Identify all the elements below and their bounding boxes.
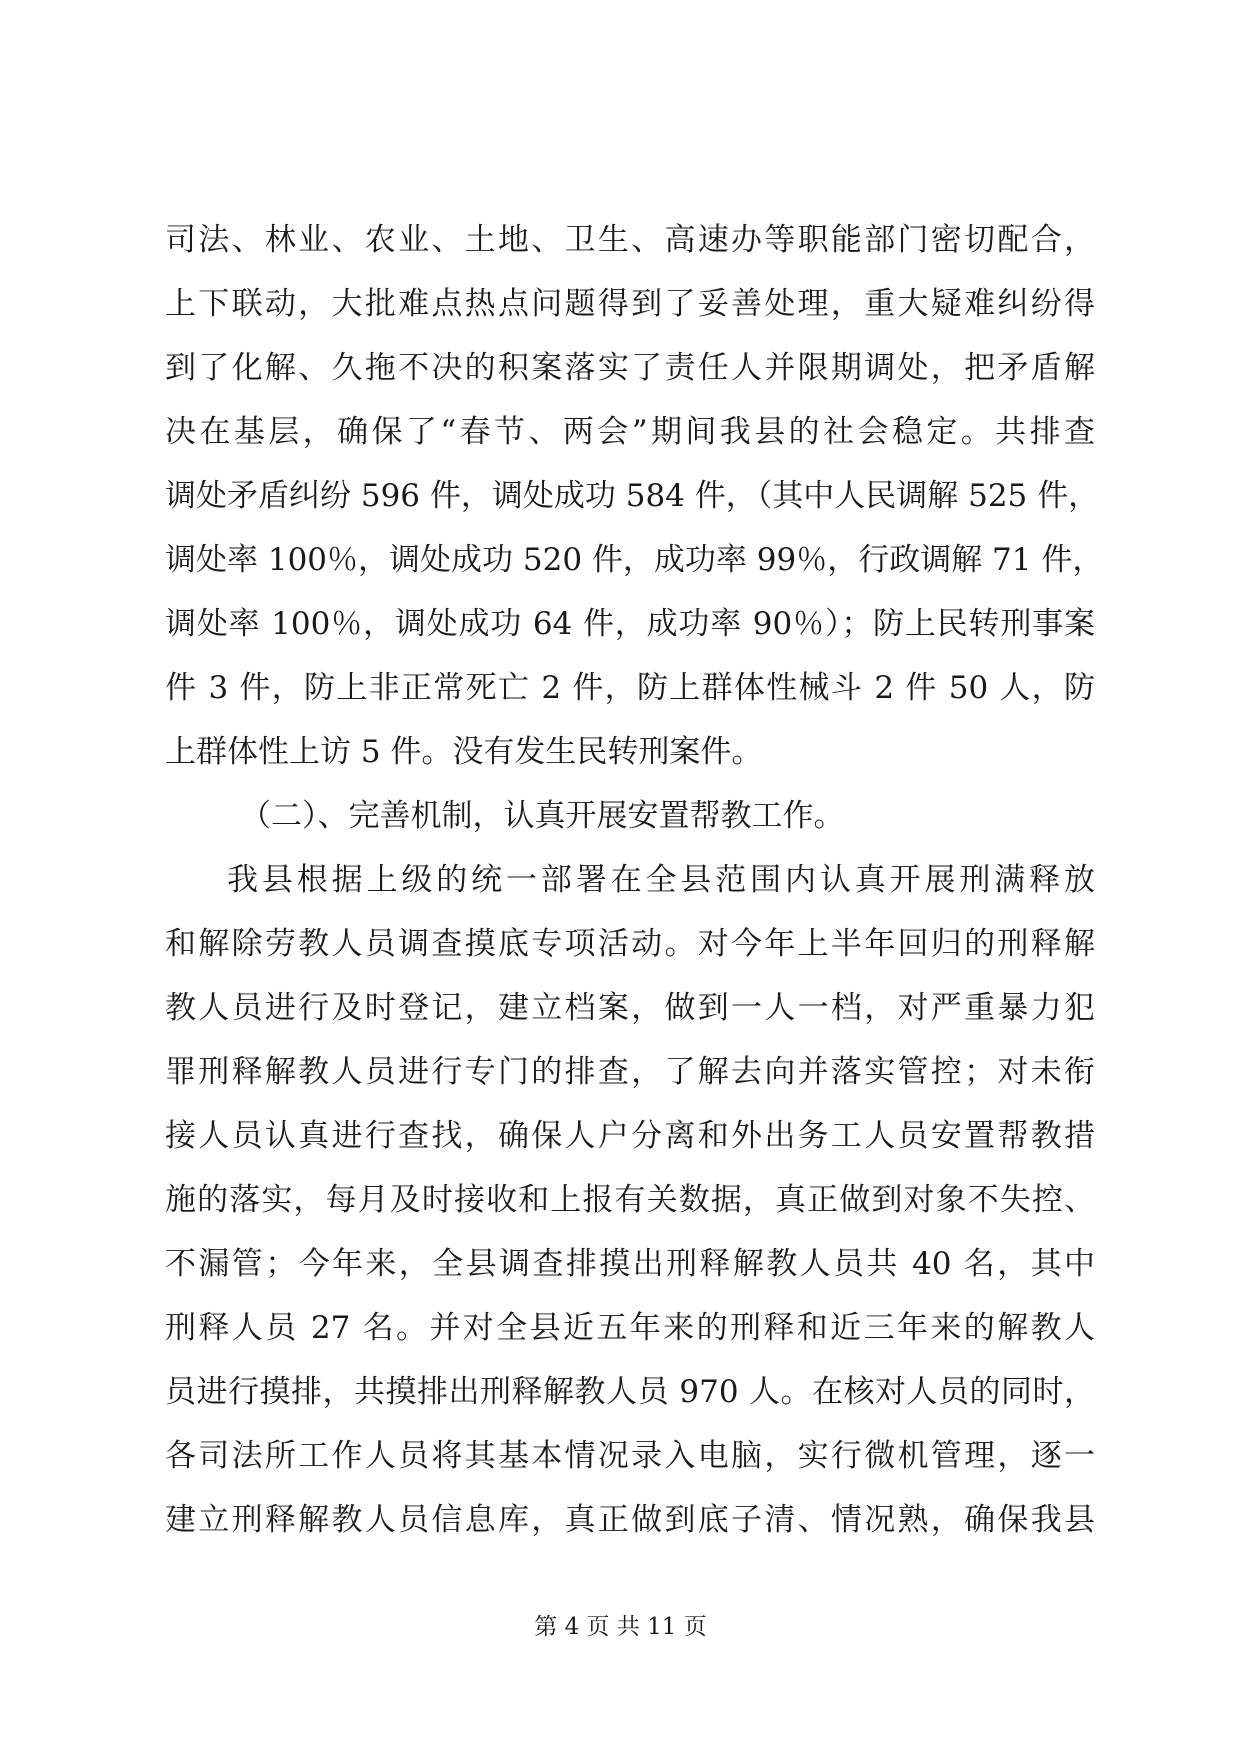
section-heading: （二）、完善机制，认真开展安置帮教工作。: [240, 798, 845, 834]
text-line: 我县根据上级的统一部署在全县范围内认真开展刑满释放: [227, 862, 1095, 898]
text-line: 调处率 100％，调处成功 520 件，成功率 99％，行政调解 71 件，: [165, 542, 1104, 578]
text-line: 刑释人员 27 名。并对全县近五年来的刑释和近三年来的解教人: [165, 1310, 1095, 1346]
text-line: 不漏管；今年来，全县调查排摸出刑释解教人员共 40 名，其中: [165, 1246, 1095, 1282]
text-line: 施的落实，每月及时接收和上报有关数据，真正做到对象不失控、: [165, 1182, 1095, 1218]
text-line: 到了化解、久拖不决的积案落实了责任人并限期调处，把矛盾解: [165, 350, 1095, 386]
text-line: 调处矛盾纠纷 596 件，调处成功 584 件，（其中人民调解 525 件，: [165, 478, 1100, 514]
body-text: [165, 208, 1104, 1552]
text-line: 建立刑释解教人员信息库，真正做到底子清、情况熟，确保我县: [165, 1502, 1095, 1538]
text-line: 教人员进行及时登记，建立档案，做到一人一档，对严重暴力犯: [165, 990, 1095, 1026]
text-line: 件 3 件，防上非正常死亡 2 件，防上群体性械斗 2 件 50 人，防: [165, 670, 1095, 706]
text-line: 上群体性上访 5 件。没有发生民转刑案件。: [165, 734, 763, 770]
page-number-footer: 第 4 页 共 11 页: [534, 1614, 707, 1640]
text-line: 决在基层，确保了“春节、两会”期间我县的社会稳定。共排查: [165, 414, 1095, 450]
text-line: 调处率 100％，调处成功 64 件，成功率 90％）；防上民转刑事案: [165, 606, 1095, 642]
text-line: 和解除劳教人员调查摸底专项活动。对今年上半年回归的刑释解: [165, 926, 1095, 962]
text-line: 接人员认真进行查找，确保人户分离和外出务工人员安置帮教措: [165, 1118, 1095, 1154]
text-line: 上下联动，大批难点热点问题得到了妥善处理，重大疑难纠纷得: [165, 286, 1095, 322]
text-line: 罪刑释解教人员进行专门的排查，了解去向并落实管控；对未衔: [165, 1054, 1095, 1090]
text-line: 员进行摸排，共摸排出刑释解教人员 970 人。在核对人员的同时，: [165, 1374, 1095, 1410]
text-line: 司法、林业、农业、土地、卫生、高速办等职能部门密切配合，: [165, 222, 1095, 258]
text-line: 各司法所工作人员将其基本情况录入电脑，实行微机管理，逐一: [165, 1438, 1095, 1474]
